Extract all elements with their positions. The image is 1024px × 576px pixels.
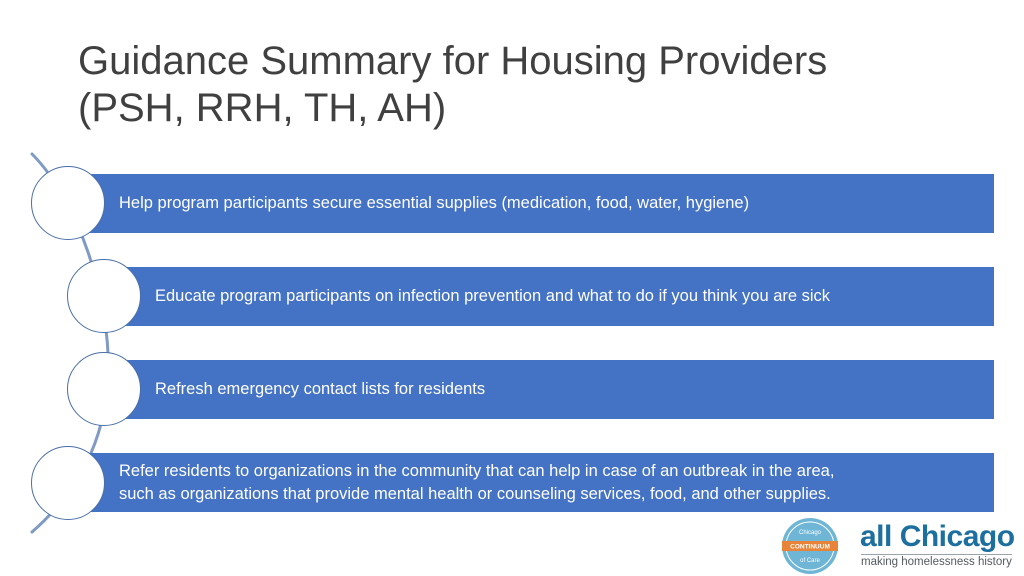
list-item-text-3: Refresh emergency contact lists for residents (155, 380, 486, 398)
list-item-bar-1 (68, 174, 994, 233)
list-item-text-4-line-1: Refer residents to organizations in the community that can help in case of an outbreak in the area, (119, 461, 835, 480)
list-item-bullet-3 (67, 352, 141, 426)
continuum-logo-bottom: of Care (800, 558, 820, 564)
list-item-bullet-2 (67, 259, 141, 333)
list-item-text-2: Educate program participants on infection prevention and what to do if you think you are sick (155, 287, 831, 305)
continuum-of-care-logo (780, 516, 840, 576)
all-chicago-wordmark: all Chicago (860, 520, 1015, 553)
list-item-bullet-1 (31, 166, 105, 240)
list-item-bar-4 (68, 453, 994, 512)
continuum-logo-band: CONTINUUM (790, 543, 830, 551)
continuum-logo-top: Chicago (798, 530, 822, 536)
list-item-text-4-line-2: such as organizations that provide mental health or counseling services, food, and other supplies. (119, 484, 831, 503)
all-chicago-logo (860, 520, 1020, 570)
list-item-bullet-4 (31, 446, 105, 520)
list-item-bar-3 (105, 360, 994, 419)
slide-title-line-2: (PSH, RRH, TH, AH) (78, 86, 447, 130)
list-item-bar-2 (105, 267, 994, 326)
all-chicago-tagline: making homelessness history (861, 556, 1012, 568)
list-item-text-1: Help program participants secure essential supplies (medication, food, water, hygiene) (119, 194, 750, 212)
slide-title-line-1: Guidance Summary for Housing Providers (78, 39, 828, 83)
